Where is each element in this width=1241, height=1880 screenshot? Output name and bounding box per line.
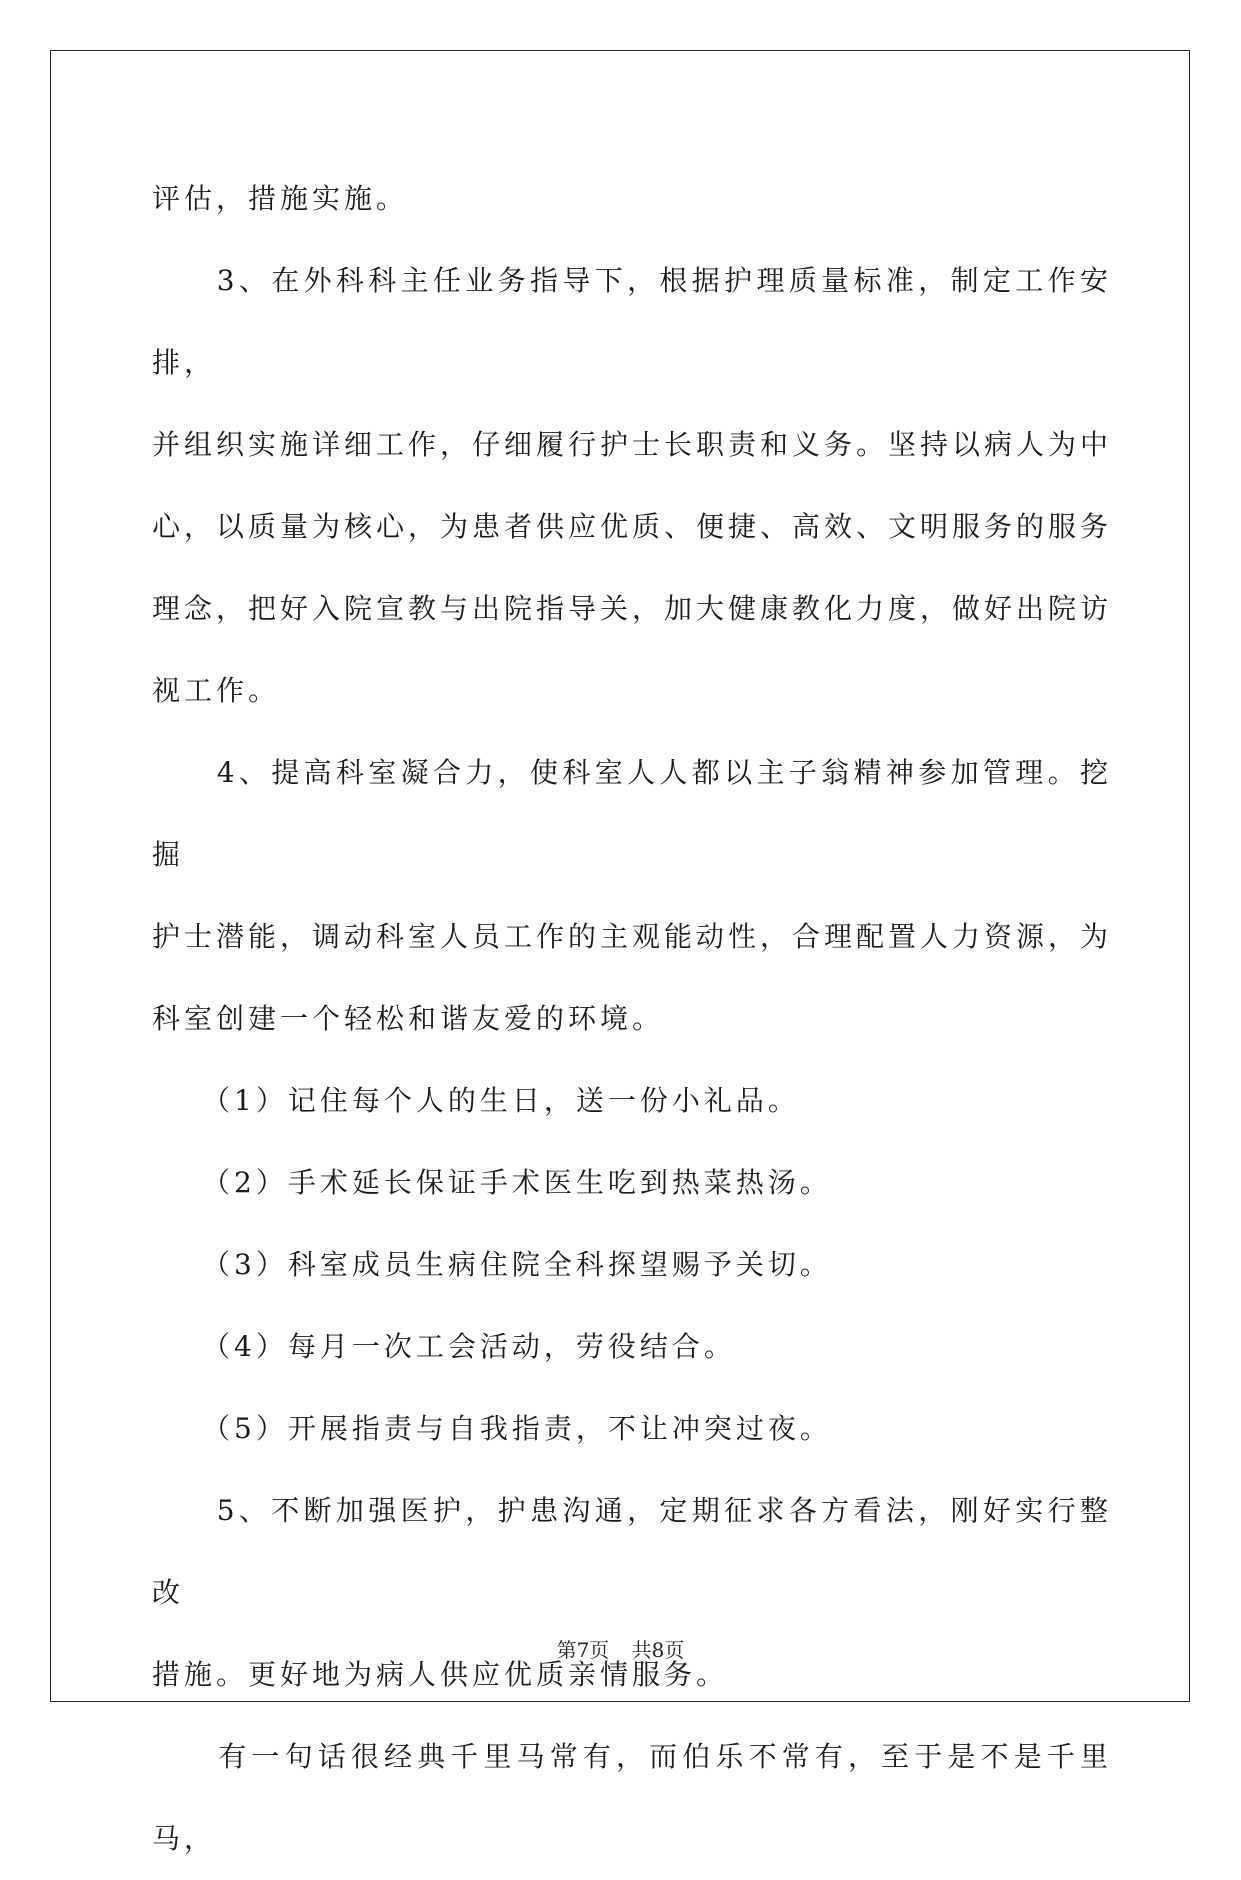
page-footer [0, 1634, 1241, 1663]
text-line: 评估，措施实施。 [152, 182, 409, 215]
text-line: 3、在外科科主任业务指导下，根据护理质量标准，制定工作安排， [152, 264, 1112, 379]
text-line: 科室创建一个轻松和谐友爱的环境。 [152, 1002, 665, 1035]
text-line: 理念，把好入院宣教与出院指导关，加大健康教化力度，做好出院访 [152, 592, 1113, 625]
text-line: 护士潜能，调动科室人员工作的主观能动性，合理配置人力资源，为 [152, 920, 1113, 953]
page-number-total: 共8页 [631, 1638, 685, 1662]
text-line: 视工作。 [152, 674, 281, 707]
text-line: 并组织实施详细工作，仔细履行护士长职责和义务。坚持以病人为中 [152, 428, 1113, 461]
text-line: （4）每月一次工会活动，劳役结合。 [152, 1330, 736, 1363]
text-line: 4、提高科室凝合力，使科室人人都以主子翁精神参加管理。挖掘 [152, 756, 1112, 871]
text-line: 措施。更好地为病人供应优质亲情服务。 [152, 1658, 729, 1691]
text-line: 5、不断加强医护，护患沟通，定期征求各方看法，刚好实行整改 [152, 1494, 1112, 1609]
text-line: （3）科室成员生病住院全科探望赐予关切。 [152, 1248, 832, 1281]
text-line: 心，以质量为核心，为患者供应优质、便捷、高效、文明服务的服务 [152, 510, 1113, 543]
text-line: （1）记住每个人的生日，送一份小礼品。 [152, 1084, 800, 1117]
document-body [152, 158, 1112, 1880]
text-line: 有一句话很经典千里马常有，而伯乐不常有，至于是不是千里马， [152, 1740, 1112, 1855]
text-line: （5）开展指责与自我指责，不让冲突过夜。 [152, 1412, 832, 1445]
page-number-current: 第7页 [556, 1638, 610, 1662]
text-line: （2）手术延长保证手术医生吃到热菜热汤。 [152, 1166, 832, 1199]
